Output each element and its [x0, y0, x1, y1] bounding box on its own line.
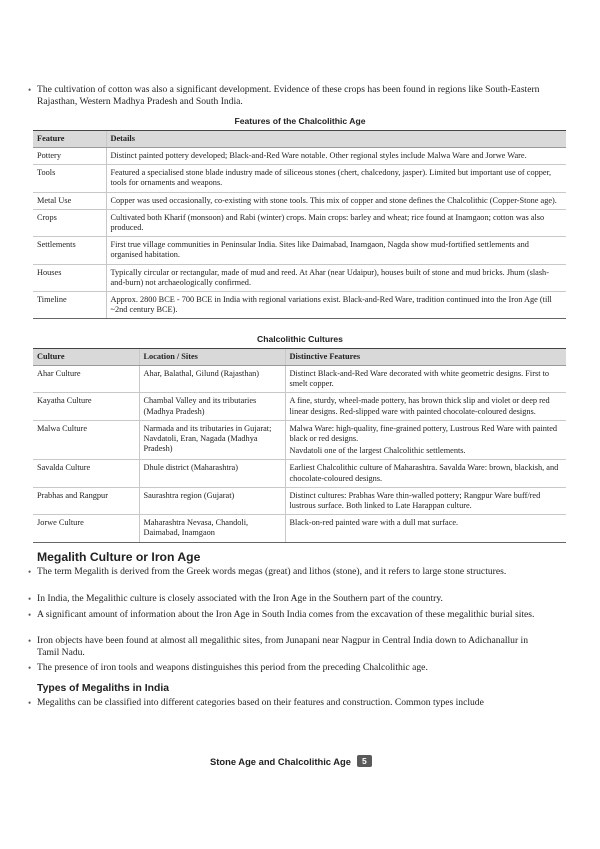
types-bullet [28, 697, 547, 709]
feature-cell: Settlements [33, 237, 106, 264]
features-note: Navdatoli one of the largest Chalcolithic settlements. [289, 446, 466, 456]
features-cell [285, 515, 566, 542]
details-cell: Cultivated both Kharif (monsoon) and Rabi (winter) crops. Main crops: barley and wheat; rice found at Inamgaon; cotton was also produced. [106, 209, 566, 236]
location-cell-text: Ahar, Balathal, Gilund (Rajasthan) [143, 369, 260, 378]
features-cell-text: Distinct Black-and-Red Ware decorated with white geometric designs. First to smelt copper. [289, 369, 550, 389]
culture-cell [33, 487, 139, 514]
feature-cell: Timeline [33, 292, 106, 319]
table2-title: Chalcolithic Cultures [257, 334, 343, 344]
page-number-badge: 5 [357, 755, 372, 767]
table-row [33, 420, 566, 460]
features-cell-text: Distinct cultures: Prabhas Ware thin-walled pottery; Rangpur Ware buff/red lustrous surface. Both linked to Late Harappan culture. [289, 490, 541, 511]
location-cell [139, 487, 285, 514]
table-row [33, 292, 566, 319]
location-cell [139, 366, 285, 393]
culture-cell-text: Prabhas and Rangpur [37, 490, 108, 500]
features-cell-text: A fine, sturdy, wheel-made pottery, has brown thick slip and violet or deep red linear designs. Red-slipped ware with painted chocolate-coloured designs. [289, 396, 550, 416]
column-header: Distinctive Features [285, 349, 566, 366]
feature-cell: Houses [33, 264, 106, 291]
bullet-text: Megaliths can be classified into different categories based on their features and construction. Common types include [37, 697, 484, 708]
table-header-row [33, 349, 566, 366]
features-cell [285, 366, 566, 393]
location-cell-text: Saurashtra region (Gujarat) [143, 490, 235, 500]
details-cell: Typically circular or rectangular, made of mud and reed. At Ahar (near Udaipur), houses built of stone and mud bricks. Jhum (slash-and-burn) not archaeologically confirmed. [106, 264, 566, 291]
culture-cell-text: Kayatha Culture [37, 396, 92, 406]
table1-title: Features of the Chalcolithic Age [234, 116, 366, 126]
features-cell-text: Black-on-red painted ware with a dull mat surface. [289, 518, 459, 528]
details-cell: Distinct painted pottery developed; Black-and-Red Ware notable. Other regional styles include Malwa Ware and Jorwe Ware. [106, 148, 566, 165]
culture-cell-text: Jorwe Culture [37, 518, 84, 528]
bullet-icon: • [28, 610, 32, 620]
table-row [33, 487, 566, 514]
cultures-table-body [33, 366, 566, 543]
table-row [33, 515, 566, 542]
location-cell-text: Chambal Valley and its tributaries (Madhya Pradesh) [143, 396, 257, 416]
column-header: Details [106, 131, 566, 148]
bullet-text: In India, the Megalithic culture is closely associated with the Iron Age in the Southern part of the country. [37, 593, 443, 604]
feature-cell: Crops [33, 209, 106, 236]
megalith-bullet [28, 609, 547, 621]
details-cell: Featured a specialised stone blade industry made of siliceous stones (chert, chalcedony, jasper). Limited but important use of copper, tools for ornaments and weapons. [106, 165, 566, 192]
features-cell [285, 487, 566, 514]
bullet-icon: • [28, 567, 32, 577]
table-row [33, 165, 566, 192]
location-cell [139, 515, 285, 542]
culture-cell [33, 393, 139, 420]
column-header: Culture [33, 349, 139, 366]
column-header: Feature [33, 131, 106, 148]
table-header-row [33, 131, 566, 148]
megalith-bullet [28, 566, 547, 578]
types-heading: Types of Megaliths in India [37, 683, 170, 694]
megalith-bullet [28, 593, 547, 605]
table-row [33, 393, 566, 420]
feature-cell: Pottery [33, 148, 106, 165]
table-row [33, 237, 566, 264]
culture-cell [33, 420, 139, 460]
bullet-icon: • [28, 663, 32, 673]
table-row [33, 192, 566, 209]
megalith-bullet [28, 662, 547, 674]
culture-cell [33, 515, 139, 542]
location-cell [139, 393, 285, 420]
details-cell: Approx. 2800 BCE - 700 BCE in India with regional variations exist. Black-and-Red Ware, tradition continued into the Iron Age (till ~2nd century BCE). [106, 292, 566, 319]
feature-cell: Tools [33, 165, 106, 192]
features-cell [285, 420, 566, 460]
table-row [33, 148, 566, 165]
column-header: Location / Sites [139, 349, 285, 366]
table-row [33, 264, 566, 291]
culture-cell-text: Malwa Culture [37, 423, 88, 433]
megalith-bullet [28, 635, 547, 660]
location-cell-text: Maharashtra Nevasa, Chandoli, Daimabad, Inamgaon [143, 518, 249, 538]
bullet-text: The presence of iron tools and weapons distinguishes this period from the preceding Chalcolithic age. [37, 662, 428, 673]
features-cell-text: Earliest Chalcolithic culture of Maharashtra. Savalda Ware: brown, blackish, and chocolate-coloured designs. [289, 463, 559, 483]
intro-bullet [28, 84, 547, 109]
footer-title: Stone Age and Chalcolithic Age [210, 755, 351, 767]
table-row [33, 209, 566, 236]
location-cell [139, 420, 285, 460]
features-cell [285, 460, 566, 487]
details-cell: First true village communities in Peninsular India. Sites like Daimabad, Inamgaon, Nagda show mud-fortified settlements and organised habitation. [106, 237, 566, 264]
megalith-heading: Megalith Culture or Iron Age [37, 550, 201, 564]
bullet-icon: • [28, 594, 32, 604]
culture-cell [33, 460, 139, 487]
location-cell-text: Dhule district (Maharashtra) [143, 463, 238, 473]
bullet-text: Iron objects have been found at almost all megalithic sites, from Junapani near Nagpur in Central India down to Adichanallur in Tamil Nadu. [37, 635, 529, 659]
feature-cell: Metal Use [33, 192, 106, 209]
bullet-icon: • [28, 85, 32, 95]
bullet-icon: • [28, 698, 32, 708]
cultures-table [33, 348, 566, 543]
table-row [33, 366, 566, 393]
features-cell-text: Malwa Ware: high-quality, fine-grained pottery, Lustrous Red Ware with painted black or red designs. [289, 423, 558, 444]
culture-cell-text: Ahar Culture [37, 369, 81, 378]
intro-text: The cultivation of cotton was also a significant development. Evidence of these crops has been found in regions like South-Eastern Rajasthan, Western Madhya Pradesh and South India. [37, 84, 540, 108]
bullet-text: A significant amount of information about the Iron Age in South India comes from the excavation of these megalithic burial sites. [37, 609, 535, 620]
table-row [33, 460, 566, 487]
page-footer [210, 755, 372, 767]
culture-cell-text: Savalda Culture [37, 463, 91, 473]
culture-cell [33, 366, 139, 393]
features-table-body [33, 148, 566, 319]
features-table [33, 130, 566, 319]
bullet-icon: • [28, 636, 32, 646]
location-cell [139, 460, 285, 487]
details-cell: Copper was used occasionally, co-existing with stone tools. This mix of copper and stone defines the Chalcolithic (Copper-Stone age). [106, 192, 566, 209]
features-cell [285, 393, 566, 420]
location-cell-text: Narmada and its tributaries in Gujarat; Navdatoli, Eran, Nagada (Madhya Pradesh) [143, 423, 272, 454]
bullet-text: The term Megalith is derived from the Greek words megas (great) and lithos (stone), and it refers to large stone structures. [37, 566, 507, 577]
